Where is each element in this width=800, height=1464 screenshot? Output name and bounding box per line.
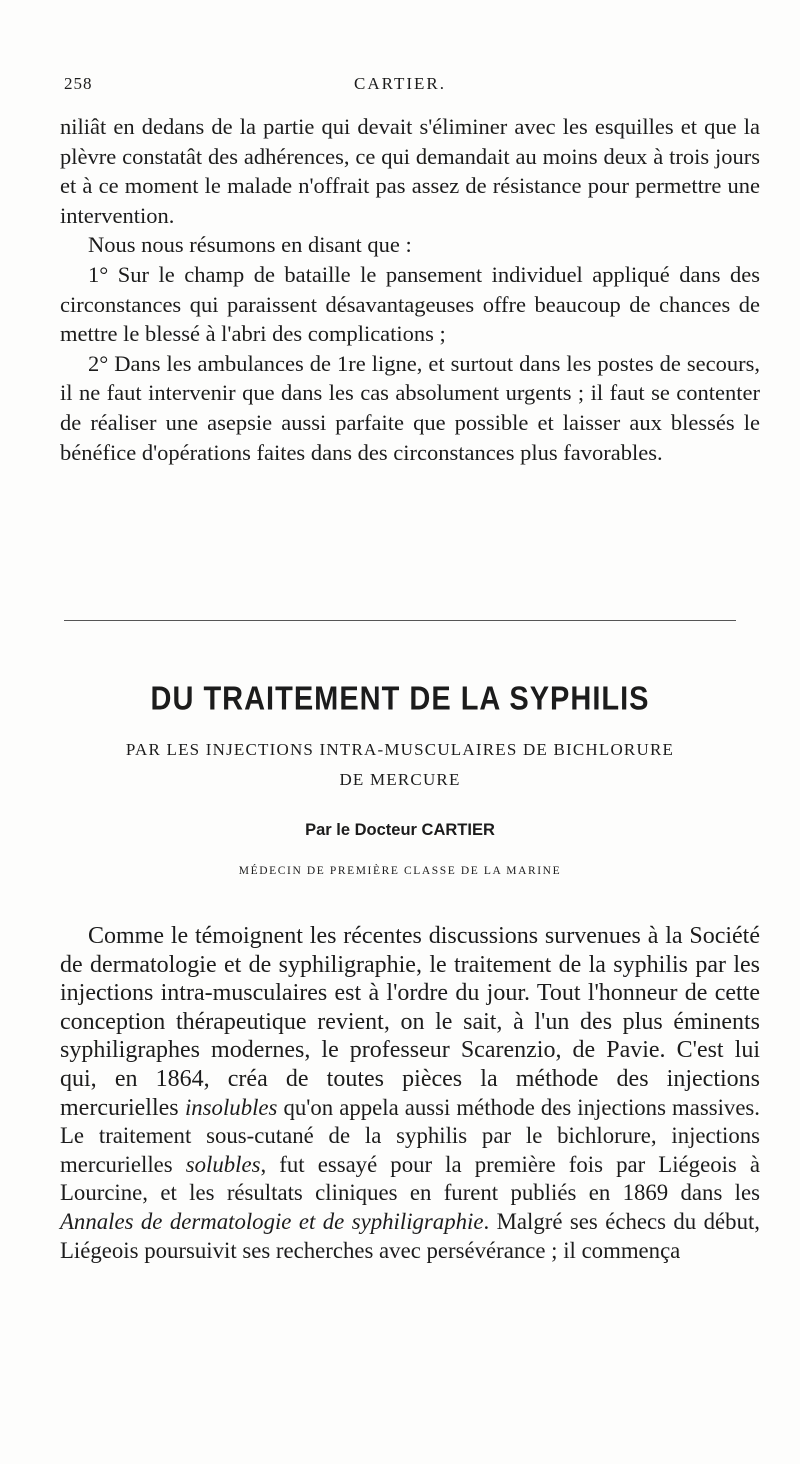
author-affiliation: MÉDECIN DE PREMIÈRE CLASSE DE LA MARINE xyxy=(238,865,562,877)
article-body xyxy=(60,922,760,1265)
page-number: 258 xyxy=(64,74,93,93)
section-divider xyxy=(64,620,736,621)
body-text: qu'on appela aussi méthode des injections massives. Le traitement sous-cutané de la syphilis par le bichlorure, injections mercurielles xyxy=(60,1094,761,1177)
article-subtitle-line-2: DE MERCURE xyxy=(339,770,461,789)
italic-term: insolubles xyxy=(184,1094,278,1120)
body-text: . Malgré ses échecs du début, Liégeois poursuivit ses recherches avec persévérance ; il commença xyxy=(60,1208,761,1263)
paragraph: 1° Sur le champ de bataille le pansement individuel appliqué dans des circonstances qui paraissent désavantageuses offre beaucoup de chances de mettre le blessé à l'abri des complications ; xyxy=(60,261,760,347)
article-subtitle-line-1: PAR LES INJECTIONS INTRA-MUSCULAIRES DE BICHLORURE xyxy=(125,740,675,759)
italic-term: solubles xyxy=(185,1151,261,1177)
running-title: CARTIER. xyxy=(354,74,446,93)
article-title: DU TRAITEMENT DE LA SYPHILIS xyxy=(150,680,650,718)
body-text: Comme le témoignent les récentes discussions survenues à la Société de dermatologie et de syphiligraphie, le traitement de la syphilis par les injections intra-musculaires est à l'ordre du jour. Tout l'honneur de cette conception thérapeutique revient, on le sait, à l'un des plus éminents syphiligraphes modernes, le professeur Scarenzio, de Pavie. C'est lui qui, en 1864, créa de toutes pièces la méthode des injections mercurielles xyxy=(60,923,760,1121)
paragraph: Nous nous résumons en disant que : xyxy=(88,232,412,258)
body-text: , fut essayé pour la première fois par Liégeois à Lourcine, et les résultats cliniques en furent publiés en 1869 dans les xyxy=(60,1151,761,1206)
previous-article-conclusion xyxy=(60,112,760,467)
paragraph xyxy=(60,922,760,1265)
journal-title: Annales de dermatologie et de syphiligraphie xyxy=(60,1208,484,1234)
paragraph: 2° Dans les ambulances de 1re ligne, et surtout dans les postes de secours, il ne faut intervenir que dans les cas absolument urgents ; il faut se contenter de réaliser une asepsie aussi parfaite que possible et laisser aux blessés le bénéfice d'opérations faites dans des circonstances plus favorables. xyxy=(60,350,760,465)
author-byline: Par le Docteur CARTIER xyxy=(305,821,495,839)
running-head xyxy=(64,74,736,100)
paragraph: niliât en dedans de la partie qui devait s'éliminer avec les esquilles et que la plèvre constatât des adhérences, ce qui demandait au moins deux à trois jours et à ce moment le malade n'offrait pas assez de résistance pour permettre une intervention. xyxy=(60,114,760,228)
